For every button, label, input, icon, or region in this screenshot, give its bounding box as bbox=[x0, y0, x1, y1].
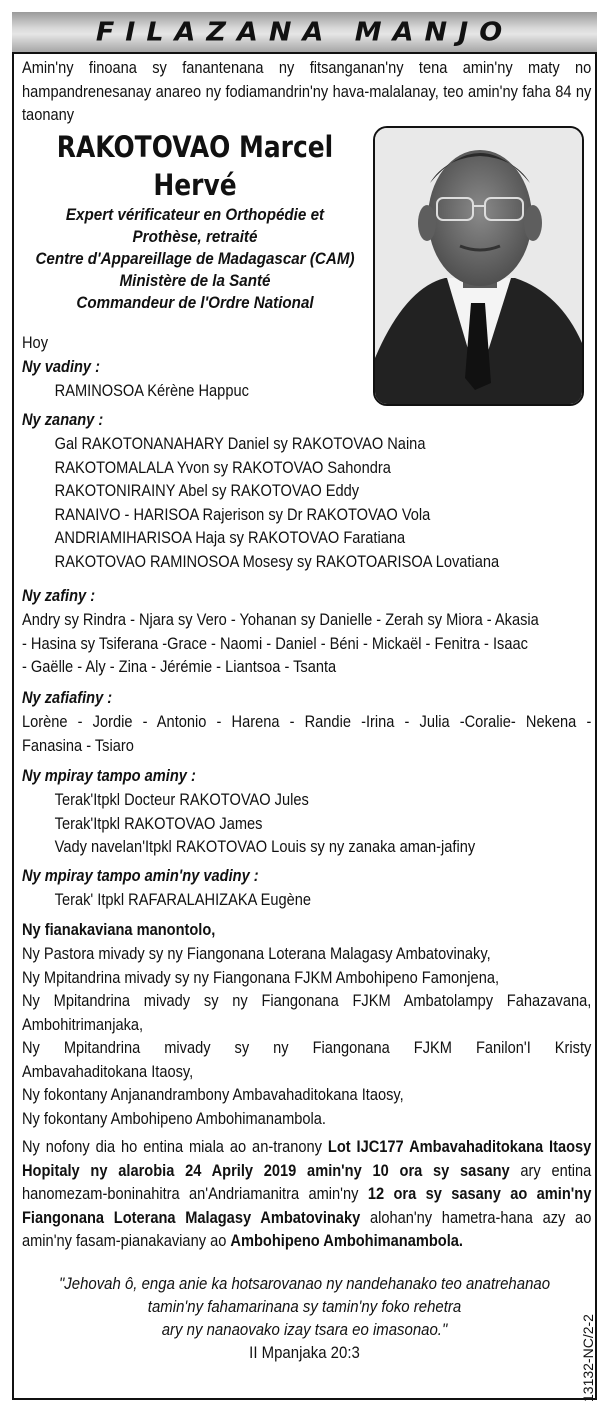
notice-title: FILAZANA MANJO bbox=[95, 17, 514, 47]
fianakaviana-line: Ny Mpitandrina mivady sy ny Fiangonana FJKM Ambohipeno Famonjena, bbox=[22, 967, 500, 987]
deceased-title-line: Ministère de la Santé bbox=[119, 272, 271, 290]
section-heading-zafiny: Ny zafiny : bbox=[22, 586, 96, 605]
quote-line: tamin'ny fahamarinana sy tamin'ny foko rehetra bbox=[147, 1297, 462, 1316]
announcement-address-time: Lot IJC177 Ambavahaditokana Itaosy Hopitaly ny alarobia 24 Aprily 2019 amin'ny 10 ora sy sasany bbox=[22, 1137, 592, 1180]
hoy-text: Hoy bbox=[22, 333, 49, 352]
fianakaviana-list bbox=[22, 942, 591, 1130]
section-heading-mpiray-aminy: Ny mpiray tampo aminy : bbox=[22, 766, 196, 785]
announcement-text: Ny nofony dia ho entina miala ao an-tranony bbox=[22, 1137, 328, 1156]
portrait-photo bbox=[373, 126, 584, 406]
fianakaviana-line: Ambavahaditokana Itaosy, bbox=[22, 1061, 194, 1081]
quote-reference: II Mpanjaka 20:3 bbox=[249, 1343, 360, 1362]
section-heading-zafiafiny: Ny zafiafiny : bbox=[22, 688, 113, 707]
mpiray-aminy-list bbox=[22, 788, 475, 859]
section-heading-mpiray-vadiny: Ny mpiray tampo amin'ny vadiny : bbox=[22, 866, 259, 885]
section-heading-zanany: Ny zanany : bbox=[22, 410, 104, 429]
zafiny-line: Andry sy Rindra - Njara sy Vero - Yohanan sy Danielle - Zerah sy Miora - Akasia bbox=[22, 610, 539, 629]
zafiafiny-list bbox=[22, 710, 591, 757]
zanany-item: RAKOTOVAO RAMINOSOA Mosesy sy RAKOTOARISOA Lovatiana bbox=[54, 551, 500, 571]
zanany-item: ANDRIAMIHARISOA Haja sy RAKOTOVAO Faratiana bbox=[54, 528, 406, 547]
section-heading-fianakaviana: Ny fianakaviana manontolo, bbox=[22, 920, 216, 939]
fianakaviana-line: Ny Mpitandrina mivady sy ny Fiangonana FJKM Ambatolampy Fahazavana, bbox=[22, 991, 592, 1010]
mpiray-vadiny-item: Terak' Itpkl RAFARALAHIZAKA Eugène bbox=[54, 890, 312, 909]
zanany-item: Gal RAKOTONANAHARY Daniel sy RAKOTOVAO Naina bbox=[54, 434, 426, 453]
deceased-title-line: Centre d'Appareillage de Madagascar (CAM) bbox=[35, 250, 355, 268]
zafiafiny-line: Fanasina - Tsiaro bbox=[22, 735, 134, 755]
funeral-announcement bbox=[22, 1135, 591, 1253]
fianakaviana-line: Ny Pastora mivady sy ny Fiangonana Loterana Malagasy Ambatovinaky, bbox=[22, 944, 491, 963]
mpiray-aminy-item: Terak'Itpkl RAKOTOVAO James bbox=[54, 813, 263, 833]
fianakaviana-line: Ambohitrimanjaka, bbox=[22, 1014, 144, 1034]
fianakaviana-line: Ny fokontany Anjanandrambony Ambavahaditokana Itaosy, bbox=[22, 1085, 404, 1104]
zanany-item: RAKOTONIRAINY Abel sy RAKOTOVAO Eddy bbox=[54, 481, 360, 500]
deceased-title-line: Expert vérificateur en Orthopédie et bbox=[65, 206, 325, 224]
mpiray-aminy-item: Vady navelan'Itpkl RAKOTOVAO Louis sy ny zanaka aman-jafiny bbox=[54, 837, 476, 856]
mpiray-aminy-item: Terak'Itpkl Docteur RAKOTOVAO Jules bbox=[54, 790, 309, 809]
quote-line: "Jehovah ô, enga anie ka hotsarovanao ny nandehanako teo anatrehanao bbox=[58, 1274, 551, 1293]
zafiny-line: - Gaëlle - Aly - Zina - Jérémie - Liantsoa - Tsanta bbox=[22, 657, 337, 676]
vadiny-item: RAMINOSOA Kérène Happuc bbox=[54, 381, 249, 400]
deceased-title-line: Prothèse, retraité bbox=[132, 228, 258, 246]
intro-text: Amin'ny finoana sy fanantenana ny fitsanganan'ny tena amin'ny maty no hampandrenesanay anareo ny fodiamandrin'ny hava-malalanay, teo amin'ny faha 84 ny taonany bbox=[22, 58, 592, 124]
deceased-name-line1: RAKOTOVAO Marcel bbox=[56, 130, 334, 164]
portrait-photo-image bbox=[375, 128, 582, 404]
announcement-burial-place: Ambohipeno Ambohimanambola. bbox=[230, 1231, 463, 1250]
zafiny-list bbox=[22, 608, 591, 679]
zafiny-line: - Hasina sy Tsiferana -Grace - Naomi - Daniel - Béni - Mickaël - Fenitra - Isaac bbox=[22, 633, 528, 653]
deceased-name bbox=[39, 128, 350, 204]
fianakaviana-line: Ny Mpitandrina mivady sy ny Fiangonana FJKM Fanilon'I Kristy bbox=[22, 1038, 592, 1057]
quote-line: ary ny nanaovako izay tsara eo imasonao." bbox=[161, 1320, 448, 1339]
zafiafiny-line: Lorène - Jordie - Antonio - Harena - Randie -Irina - Julia -Coralie- Nekena - bbox=[22, 712, 592, 731]
obituary-box bbox=[12, 52, 597, 1400]
deceased-name-line2: Hervé bbox=[153, 168, 237, 202]
fianakaviana-line: Ny fokontany Ambohipeno Ambohimanambola. bbox=[22, 1108, 326, 1128]
bible-quote bbox=[14, 1272, 595, 1364]
announcement-text: ary entina hanomezam-boninahitra an'Andriamanitra amin'ny bbox=[22, 1160, 592, 1203]
zanany-item: RANAIVO - HARISOA Rajerison sy Dr RAKOTOVAO Vola bbox=[54, 504, 431, 524]
zanany-list bbox=[22, 432, 499, 573]
zanany-item: RAKOTOMALALA Yvon sy RAKOTOVAO Sahondra bbox=[54, 457, 391, 477]
deceased-title-line: Commandeur de l'Ordre National bbox=[76, 294, 314, 312]
announcement-text: alohan'ny hametra-hana azy ao amin'ny fasam-pianakaviany ao bbox=[22, 1207, 592, 1250]
notice-header bbox=[12, 12, 597, 52]
section-heading-vadiny: Ny vadiny : bbox=[22, 357, 101, 376]
deceased-titles bbox=[14, 204, 376, 314]
reference-code: 13132-NC/2-2 bbox=[580, 1314, 596, 1402]
announcement-service-time: 12 ora sy sasany ao amin'ny Fiangonana Loterana Malagasy Ambatovinaky bbox=[22, 1184, 592, 1227]
